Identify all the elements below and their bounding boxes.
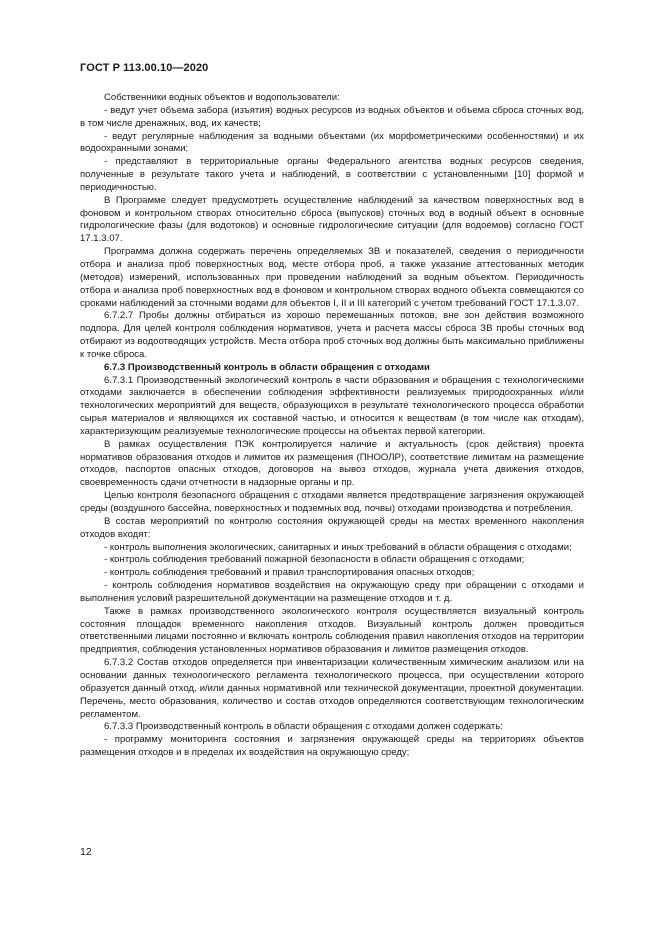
body-paragraph: - контроль выполнения экологических, санитарных и иных требований в области обращения с отходами; [104, 541, 572, 553]
body-paragraph: 6.7.2.7 Пробы должны отбираться из хорошо перемешанных потоков, вне зон действия возможного подпора. Для целей контроля соблюдения нормативов, учета и расчета массы сброса ЗВ пробы сточных вод отбирают из водоотводящих устройств. Места отбора проб сточных вод должны быть максимально приближены к точке сброса. [80, 310, 584, 360]
body-paragraph: - программу мониторинга состояния и загрязнения окружающей среды на территориях объектов размещения отходов и в пределах их воздействия на окружающую среду; [80, 734, 584, 759]
body-paragraph: В состав мероприятий по контролю состояния окружающей среды на местах временного накопления отходов входят: [80, 515, 584, 540]
page-number: 12 [80, 846, 92, 858]
body-paragraph: - контроль соблюдения нормативов воздействия на окружающую среду при обращении с отходами и выполнения условий разрешительной документации на размещение отходов и т. д. [80, 580, 584, 604]
body-paragraph: Собственники водных объектов и водопользователи: [104, 92, 340, 103]
body-paragraph: 6.7.3.2 Состав отходов определяется при инвентаризации количественным химическим анализом или на основании данных технологического регламента технологического процесса, при осуществлении которого образуется данный отход, и/или данных нормативной или технической документации, проектной документации. Перечень, место образования, количество и состав отходов определяются соответствующим технологическим регламентом. [80, 657, 584, 720]
body-paragraph: - ведут учет объема забора (изъятия) водных ресурсов из водных объектов и объема сброса сточных вод, в том числе дренажных, вод, их качеств; [80, 104, 584, 129]
body-paragraph: 6.7.3.1 Производственный экологический контроль в части образования и обращения с технологическими отходами заключается в обеспечении соблюдения эффективности реализуемых природоохранных и/или технологических мероприятий для веществ, образующихся в результате технологического процесса обработки сырья материалов и являющихся их составной частью, и относится к веществам (в том числе как отходам), характеризующим реализуемые технологические процессы на объектах первой категории. [80, 374, 584, 437]
document-body [80, 92, 584, 760]
body-paragraph: Целью контроля безопасного обращения с отходами является предотвращение загрязнения окружающей среды (воздушного бассейна, поверхностных и подземных вод, почвы) отходами производства и потребления. [80, 490, 584, 514]
body-paragraph: - контроль соблюдения требований пожарной безопасности в области обращения с отходами; [104, 554, 525, 566]
body-paragraph: Программа должна содержать перечень определяемых ЗВ и показателей, сведения о периодичности отбора и анализа проб поверхностных вод, месте отбора проб, а также указание аттестованных методик (методов) измерений, использованных при проведении наблюдений за водным объектом. Периодичность отбора и анализа проб поверхностных вод в фоновом и контрольном створах водного объекта совмещаются со сроками наблюдений за сточными водами для объектов I, II и III категорий с учетом требований ГОСТ 17.1.3.07. [80, 246, 584, 309]
body-paragraph: В рамках осуществления ПЭК контролируется наличие и актуальность (срок действия) проекта нормативов образования отходов и лимитов их размещения (ПНООЛР), соответствие лимитам на размещение отходов, паспортов опасных отходов, договоров на вывоз отходов, журнала учета движения отходов, своевременность сдачи отчетности в надзорные органы и пр. [80, 438, 584, 489]
body-paragraph: 6.7.3.3 Производственный контроль в области обращения с отходами должен содержать: [104, 721, 503, 733]
standard-header: ГОСТ Р 113.00.10—2020 [80, 62, 209, 74]
body-paragraph: - ведут регулярные наблюдения за водными объектами (их морфометрическими особенностями) и их водоохранными зонами; [80, 130, 584, 155]
body-paragraph: - представляют в территориальные органы Федерального агентства водных ресурсов сведения, полученные в результате такого учета и наблюдений, в соответствии с установленными [10] формой и периодичностью. [80, 156, 584, 193]
body-paragraph: Также в рамках производственного экологического контроля осуществляется визуальный контроль состояния площадок временного накопления отходов. Визуальный контроль должен проводиться ответственными лицами постоянно и включать контроль соблюдения правил накопления отходов на территории предприятия, соблюдения установленных нормативов образования и лимитов размещения отходов. [80, 605, 584, 656]
body-paragraph: - контроль соблюдения требований и правил транспортирования опасных отходов; [104, 567, 475, 579]
section-heading: 6.7.3 Производственный контроль в области обращения с отходами [104, 361, 430, 373]
body-paragraph: В Программе следует предусмотреть осуществление наблюдений за качеством поверхностных вод в фоновом и контрольном створах относительно сброса (выпусков) сточных вод в водный объект в основные гидрологические фазы (для водотоков) и основные гидрологические ситуации (для водоемов) согласно ГОСТ 17.1.3.07. [80, 194, 584, 245]
